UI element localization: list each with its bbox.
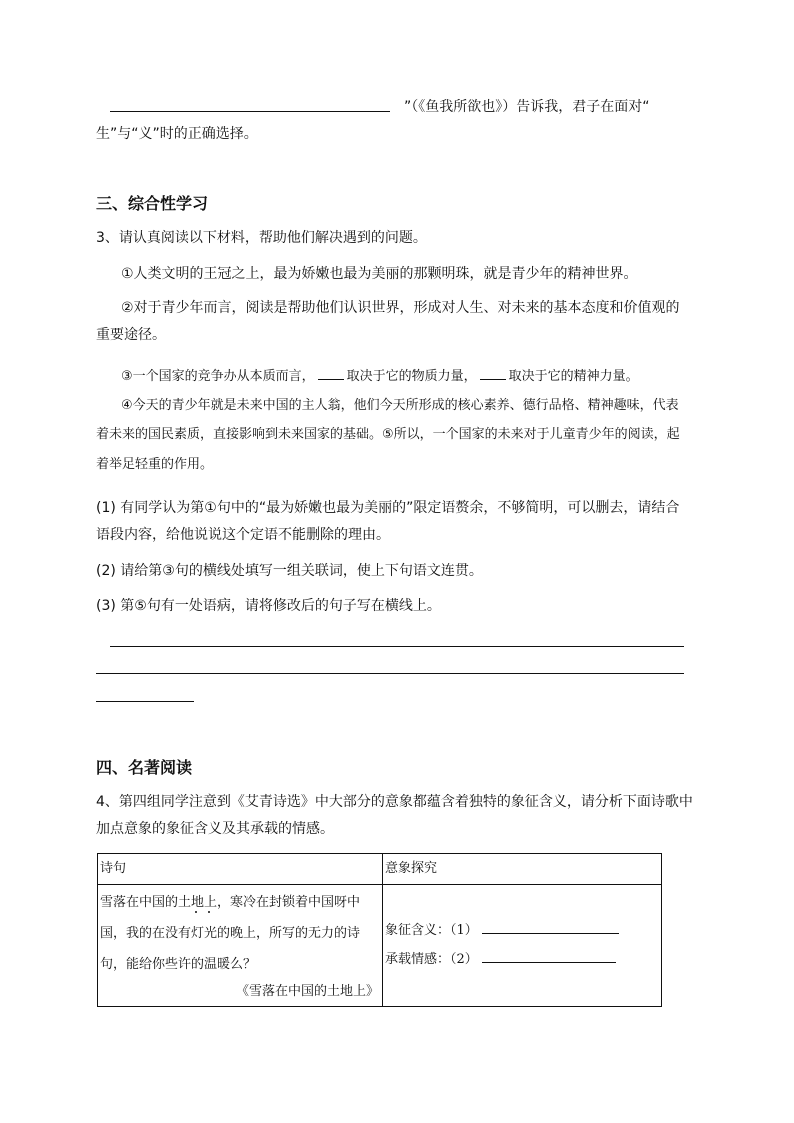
material-sentence-4c: 着举足轻重的作用。 <box>96 457 214 472</box>
question-4-intro-a: 4、第四组同学注意到《艾青诗选》中大部分的意象都蕴含着独特的象征含义，请分析下面诗歌中 <box>96 794 693 810</box>
material-sentence-2b: 重要途径。 <box>96 327 166 343</box>
sub-question-1b: 语段内容，给他说说这个定语不能删除的理由。 <box>96 527 390 543</box>
imagery-answer-cell <box>383 885 662 1007</box>
poem-cell <box>98 885 383 1007</box>
answer-blank-line[interactable] <box>110 111 390 112</box>
meaning-answer-blank[interactable] <box>482 921 619 934</box>
material-sentence-1: ①人类文明的王冠之上，最为娇嫩也最为美丽的那颗明珠，就是青少年的精神世界。 <box>121 266 638 282</box>
emphasis-dot <box>195 911 197 913</box>
sentence-3-part-2: 取决于它的物质力量， <box>346 369 477 384</box>
emphasis-dot <box>208 911 210 913</box>
conjunction-blank-1[interactable] <box>318 367 344 380</box>
conjunction-blank-2[interactable] <box>480 367 506 380</box>
imagery-table <box>97 853 662 1007</box>
sub-question-2: (2) 请给第③句的横线处填写一组关联词，使上下句语文连贯。 <box>96 563 483 579</box>
meaning-row <box>385 921 619 941</box>
quote-line-2: 生”与“义”时的正确选择。 <box>96 126 258 142</box>
meaning-label: 象征含义：（1） <box>385 923 478 938</box>
section-3-heading: 三、综合性学习 <box>96 194 209 213</box>
material-sentence-2a: ②对于青少年而言，阅读是帮助他们认识世界，形成对人生、对未来的基本态度和价值观的 <box>121 300 680 316</box>
material-sentence-3 <box>121 367 639 387</box>
sentence-3-part-3: 取决于它的精神力量。 <box>508 369 639 384</box>
question-3-intro: 3、请认真阅读以下材料，帮助他们解决遇到的问题。 <box>96 230 427 246</box>
poem-line-2: 国，我的在没有灯光的晚上，所写的无力的诗 <box>100 926 361 941</box>
poem-line-3: 句，能给你些许的温暖么？ <box>100 957 257 972</box>
quote-tail-text: ”（《鱼我所欲也》）告诉我，君子在面对“ <box>404 99 650 115</box>
section-4-heading: 四、名著阅读 <box>96 758 193 777</box>
sub-question-1a: (1) 有同学认为第①句中的“最为娇嫩也最为美丽的”限定语赘余，不够简明，可以删去，请结合 <box>96 500 680 516</box>
answer-line-1[interactable] <box>110 646 684 647</box>
table-header-imagery: 意象探究 <box>383 854 662 885</box>
poem-source: 《雪落在中国的土地上》 <box>235 984 379 999</box>
material-sentence-4b: 着未来的国民素质，直接影响到未来国家的基础。⑤所以，一个国家的未来对于儿童青少年的阅读，起 <box>96 427 680 442</box>
answer-line-3[interactable] <box>96 701 194 702</box>
answer-line-2[interactable] <box>96 673 684 674</box>
emotion-answer-blank[interactable] <box>482 950 616 963</box>
emotion-row <box>385 950 616 970</box>
poem-line-1: 雪落在中国的土地上，寒冷在封锁着中国呀中 <box>100 895 361 910</box>
emotion-label: 承载情感：（2） <box>385 952 478 967</box>
sub-question-3: (3) 第⑤句有一处语病，请将修改后的句子写在横线上。 <box>96 598 441 614</box>
sentence-3-part-1: ③一个国家的竞争办从本质而言， <box>121 369 315 384</box>
material-sentence-4a: ④今天的青少年就是未来中国的主人翁，他们今天所形成的核心素养、德行品格、精神趣味，代表 <box>121 398 679 413</box>
question-4-intro-b: 加点意象的象征含义及其承载的情感。 <box>96 821 334 837</box>
table-header-poem: 诗句 <box>98 854 383 885</box>
